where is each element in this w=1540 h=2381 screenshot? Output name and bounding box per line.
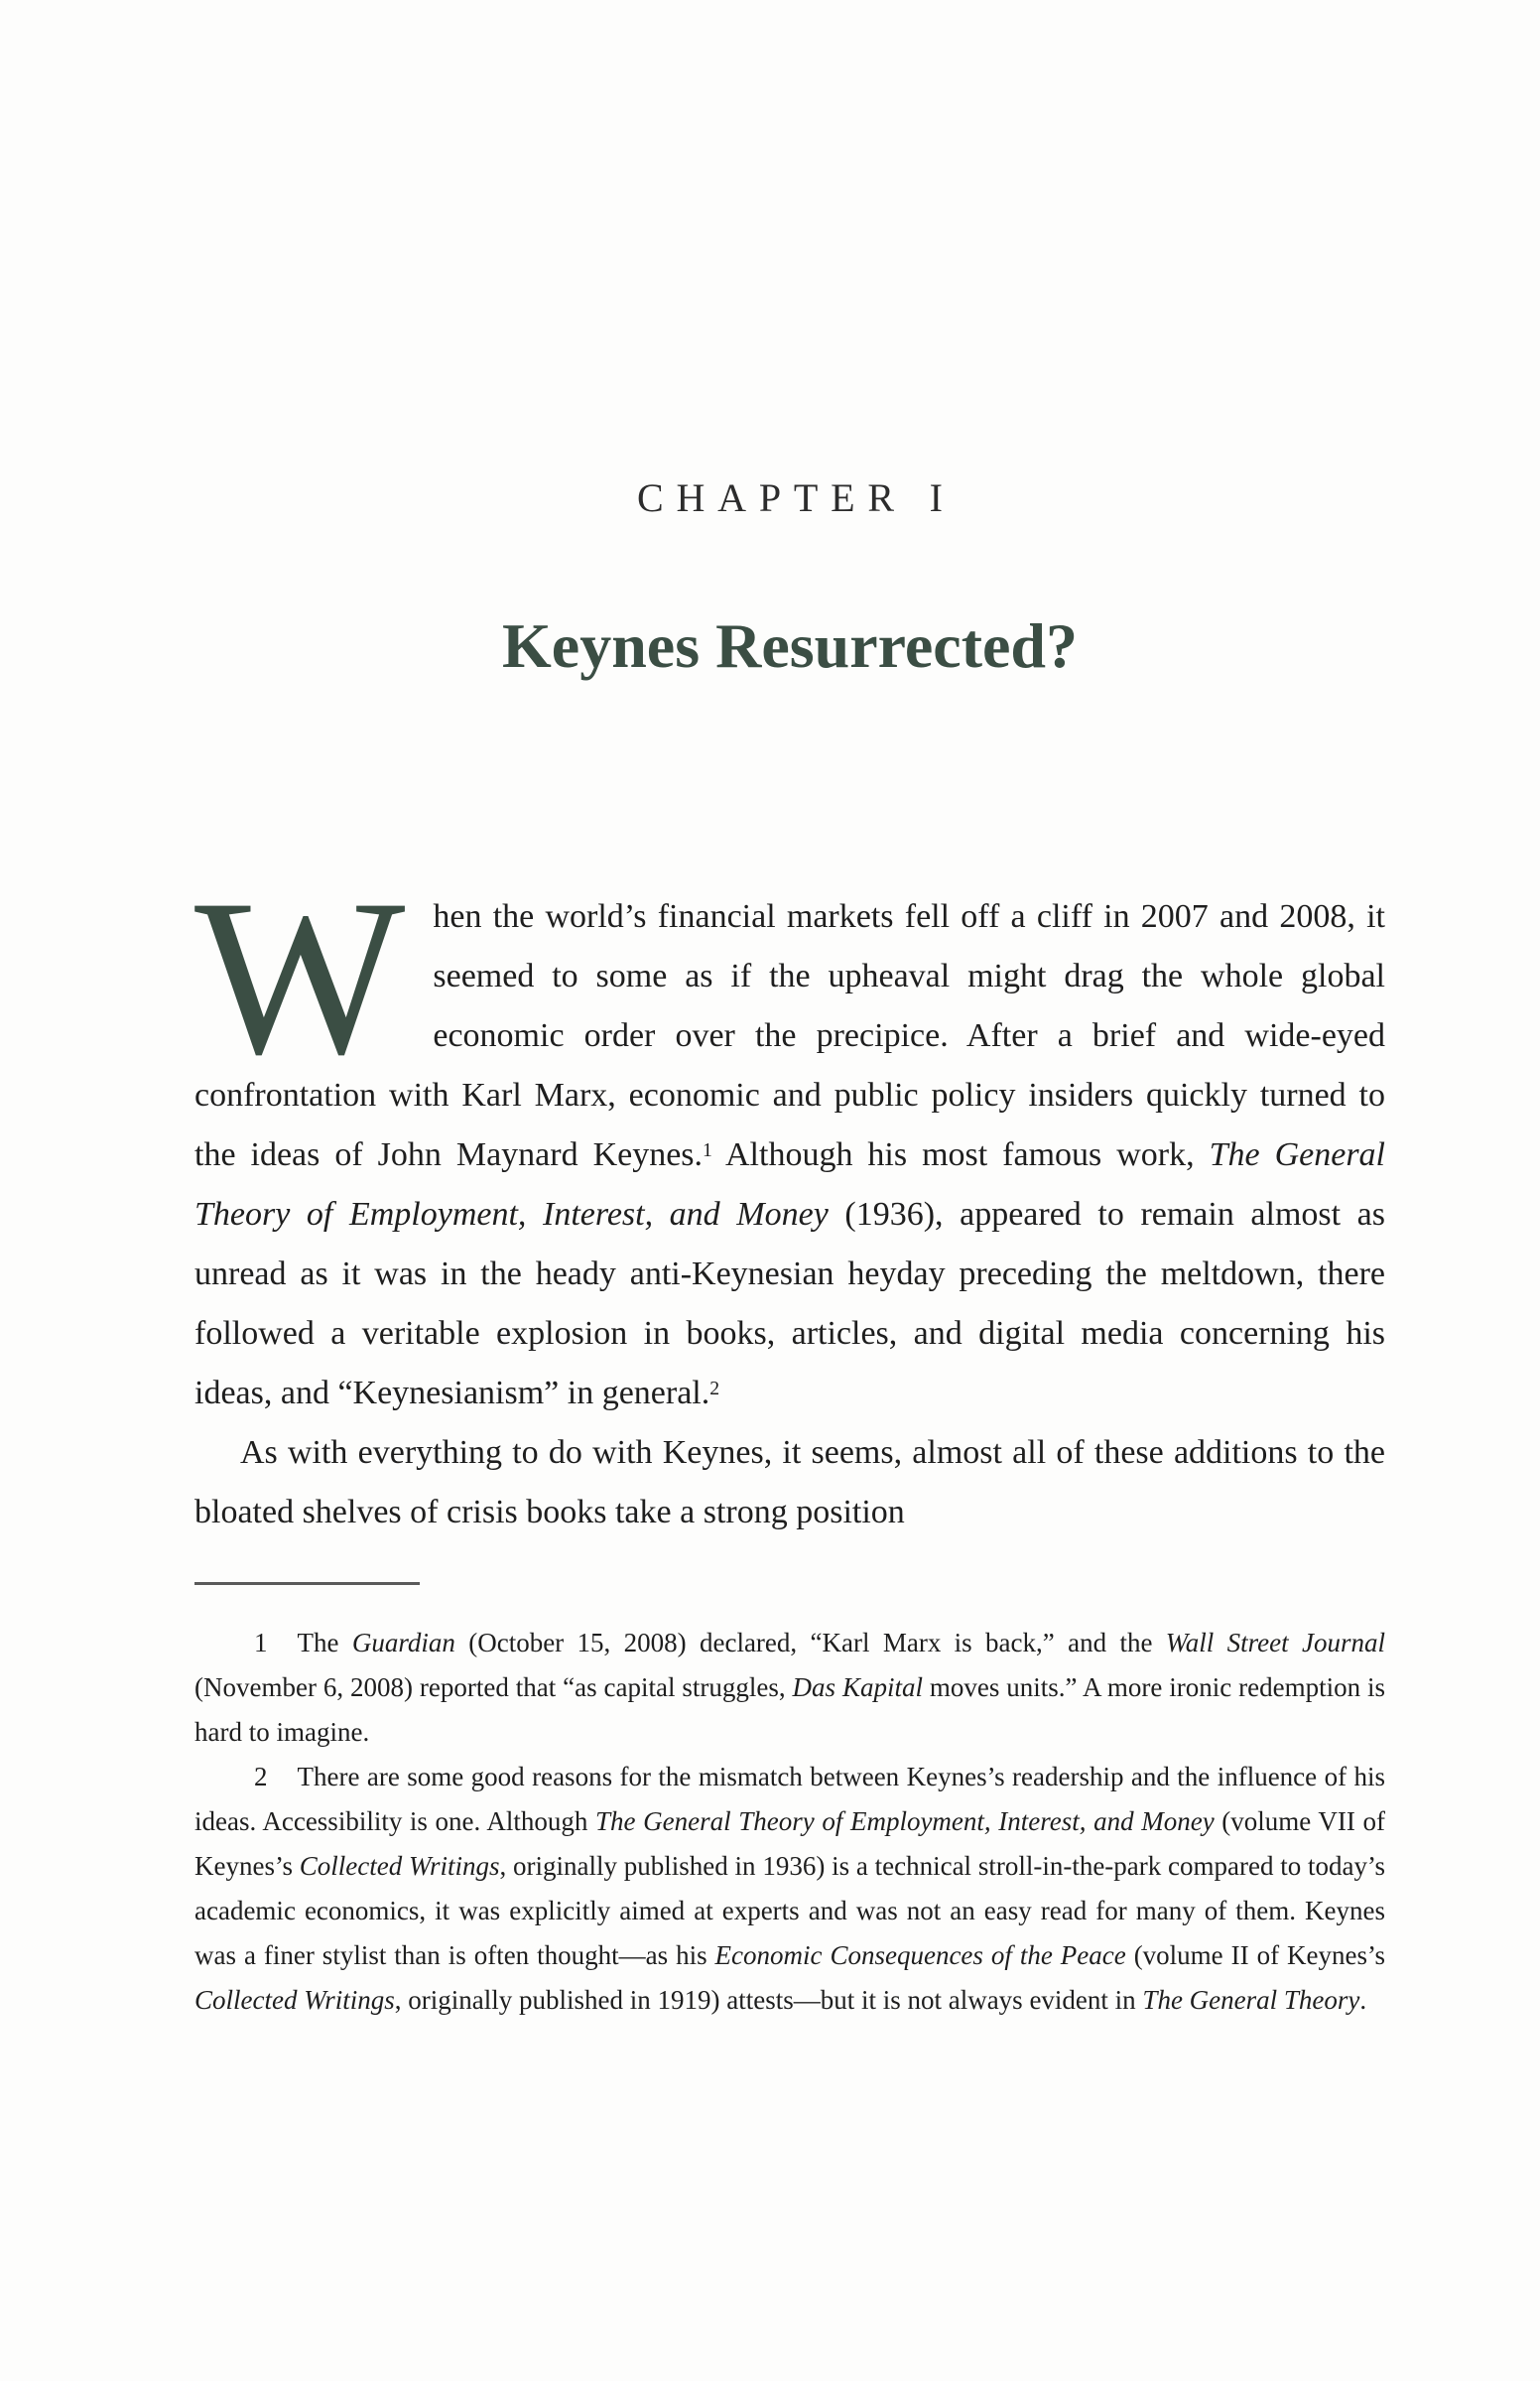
italic-text: Das Kapital [792,1672,923,1703]
footnote [194,1755,1385,2023]
text-run: (October 15, 2008) declared, “Karl Marx is back,” and the [454,1628,1166,1658]
italic-text: Economic Consequences of the Peace [714,1940,1126,1971]
text-run: Although his most famous work, [711,1136,1210,1174]
paragraph-text [194,1434,1385,1530]
body-paragraph-1 [194,853,1386,1423]
text-run: hen the world’s financial markets fell off a cliff in 2007 and 2008, it seemed to some as if the upheaval might drag the whole global economic order over the precipice. After a brief and wide-eyed confrontation with Karl Marx, economic and public policy insiders quickly turned to the ideas of John Maynard Keynes. [194,898,1385,1174]
italic-text: The General Theory of Employment, Interest, and Money [595,1806,1215,1837]
footnotes-section [194,1621,1385,2023]
chapter-heading: CHAPTER I [637,475,956,520]
italic-text: Collected Writings [299,1851,500,1882]
chapter-title: Keynes Resurrected? [502,610,1078,681]
footnote-text [194,1628,1385,1747]
italic-text: Guardian [351,1628,455,1658]
text-run: There are some good reasons for the mismatch between Keynes’s readership and the influence of his ideas. Accessibility is one. Although [194,1762,1385,1837]
footnote-separator [194,1582,420,1585]
drop-cap: W [194,853,406,1102]
text-run: The [297,1628,352,1658]
footnote-number: 2 [254,1762,268,1792]
page-content [194,0,1385,2023]
text-run: (volume II of Keynes’s [1125,1940,1385,1971]
text-run: (volume VII of Keynes’s [194,1806,1385,1882]
footnote-text [194,1762,1385,2015]
text-run: (November 6, 2008) reported that “as capital struggles, [194,1672,793,1703]
text-run: (1936), appeared to remain almost as unread as it was in the heady anti-Keynesian heyday preceding the meltdown, there followed a veritable explosion in books, articles, and digital media concerning his ideas, and “Keynesianism” in general. [194,1196,1386,1412]
text-run: . [1359,1985,1367,2016]
body-paragraph-2 [194,1423,1385,1542]
text-run: , originally published in 1919) attests—but it is not always evident in [394,1985,1143,2016]
italic-text: Wall Street Journal [1165,1628,1385,1658]
text-run: , originally published in 1936) is a technical stroll-in-the-park compared to today’s academic economics, it was explicitly aimed at experts and was not an easy read for many of them. Keynes was a finer stylist than is often thought—as his [194,1851,1386,1971]
text-run: As with everything to do with Keynes, it seems, almost all of these additions to the bloated shelves of crisis books take a strong position [194,1434,1385,1531]
text-run: moves units.” A more ironic redemption is hard to imagine. [194,1672,1385,1748]
italic-text: The General Theory [1142,1985,1360,2016]
page-body [194,853,1386,2023]
italic-text: The General Theory of Employment, Interest, and Money [194,1136,1385,1234]
italic-text: Collected Writings [194,1985,395,2016]
footnote [194,1621,1385,1755]
footnote-number: 1 [254,1628,268,1658]
footnote-ref: 1 [703,1138,712,1161]
footnote-ref: 2 [709,1377,720,1399]
